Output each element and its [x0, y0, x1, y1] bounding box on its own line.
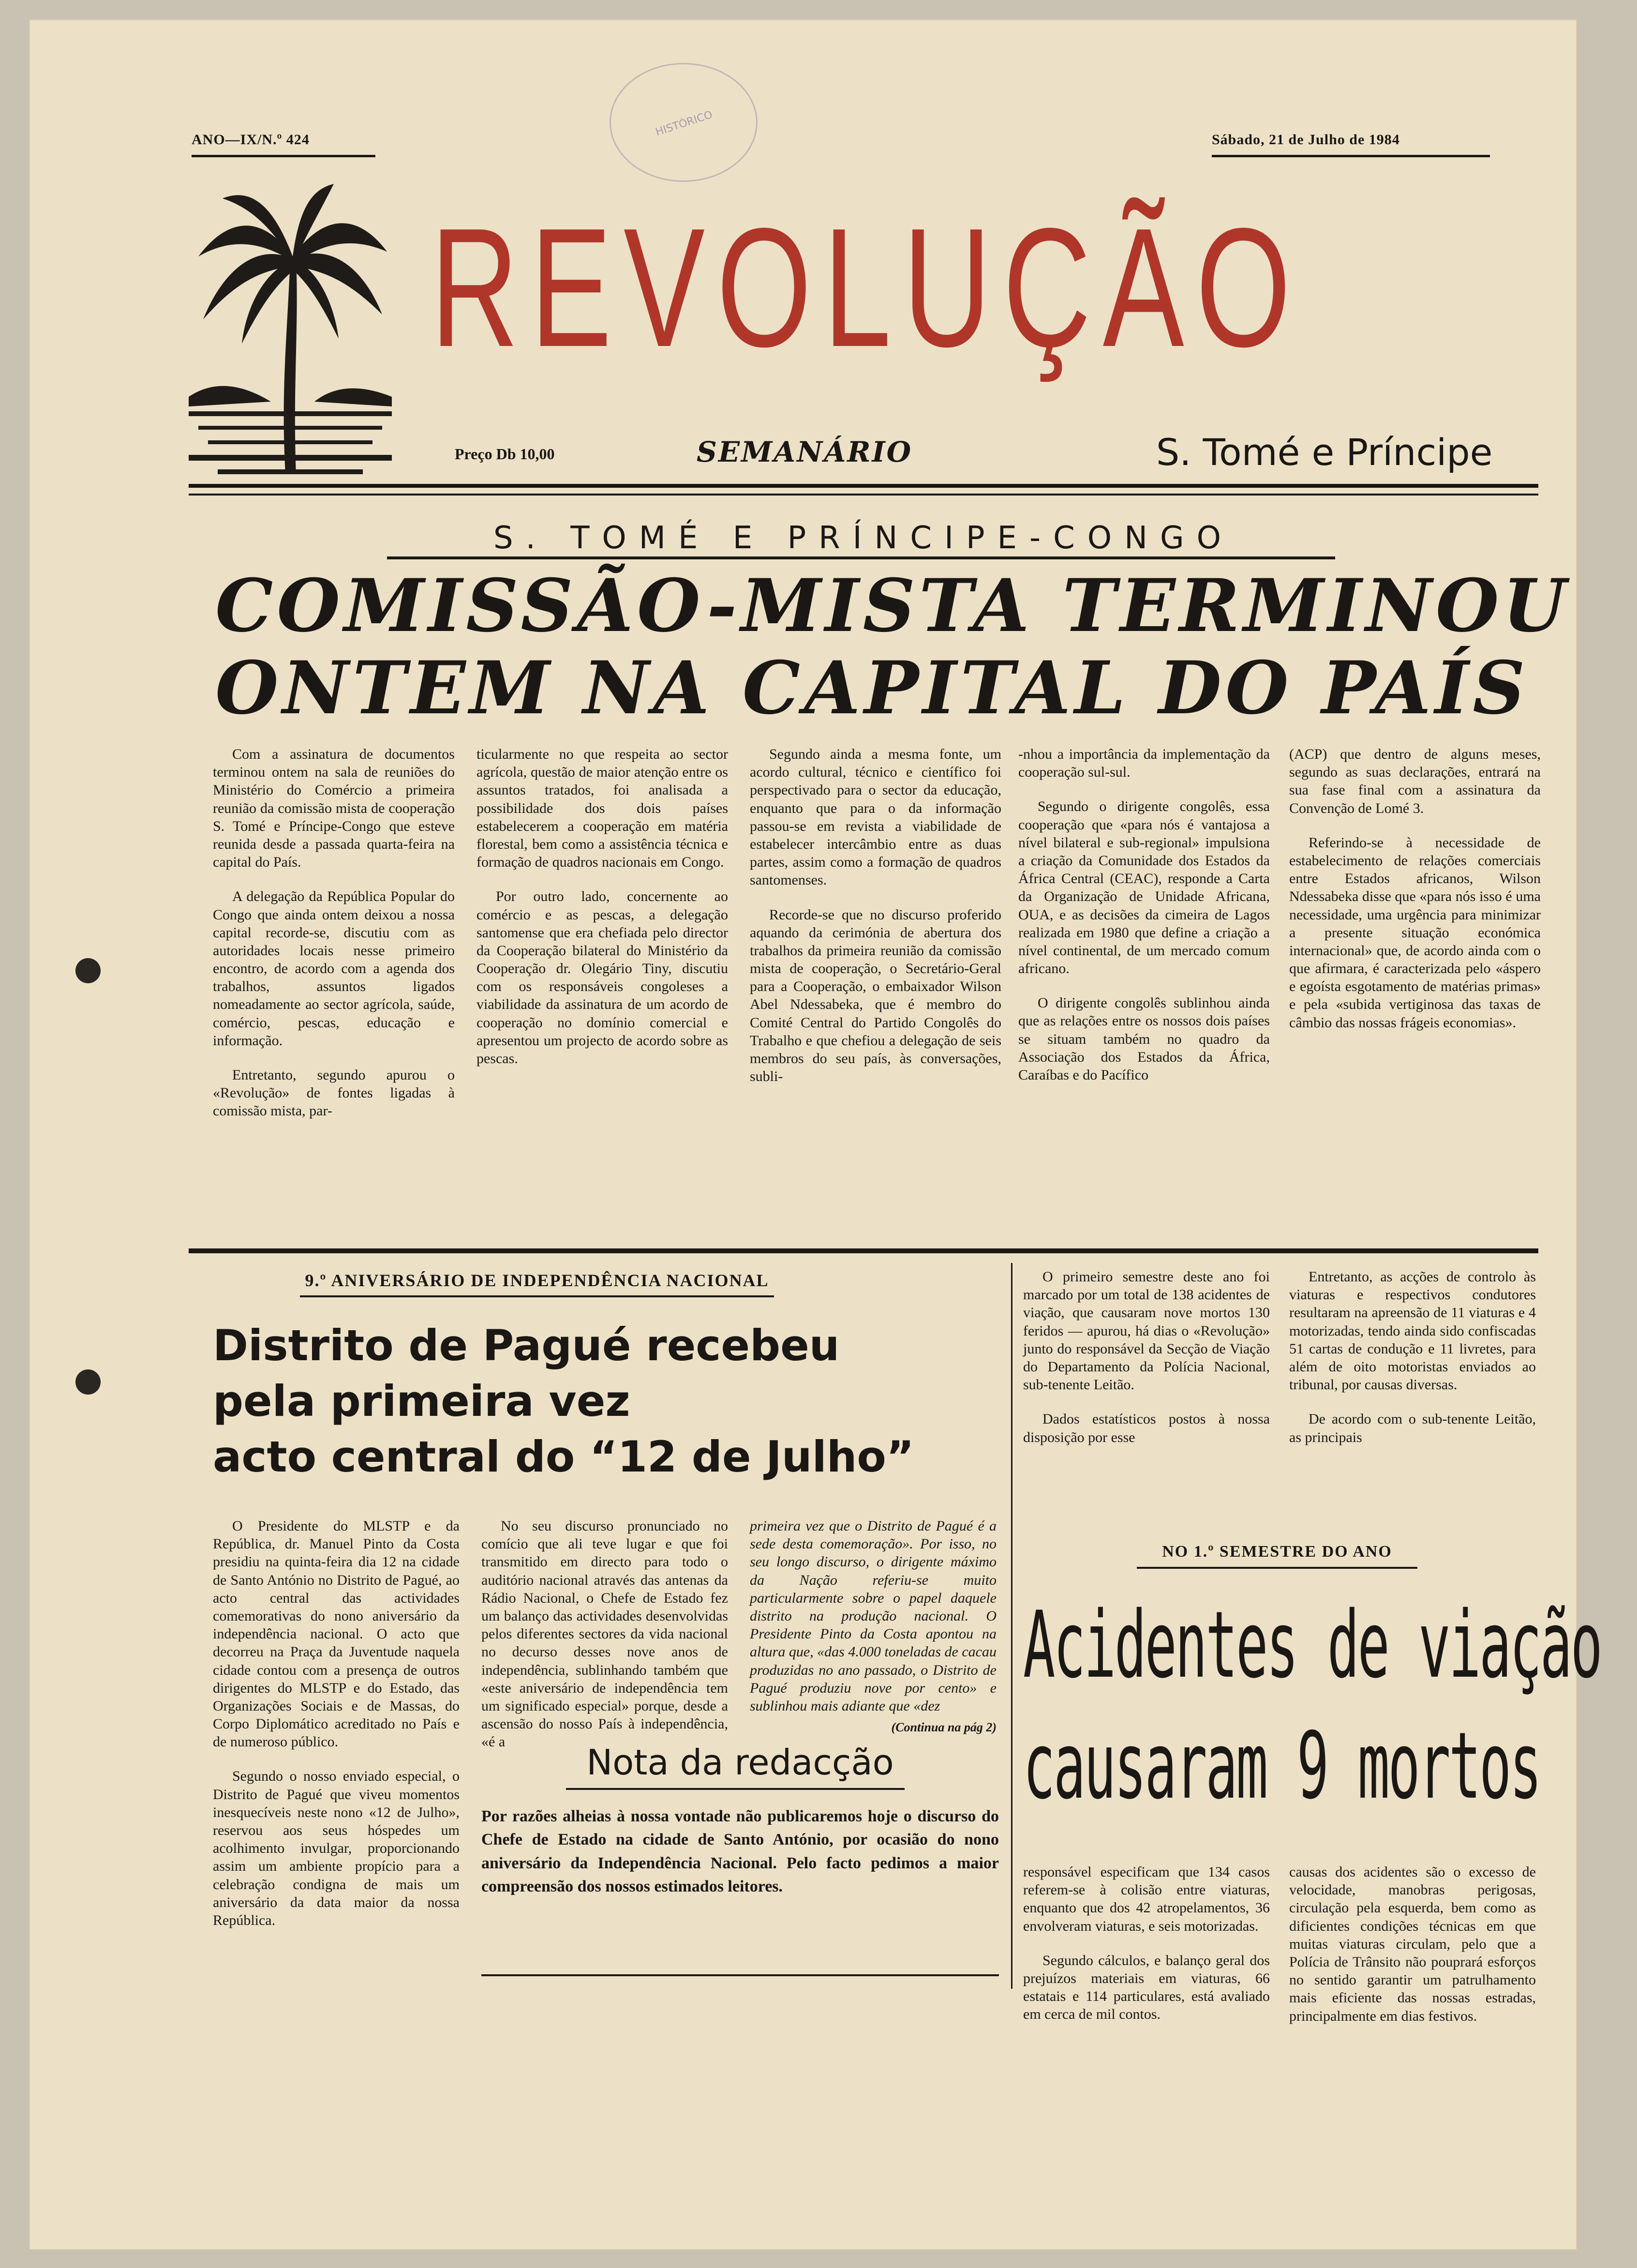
paragraph: De acordo com o sub-tenente Leitão, as principais [1289, 1411, 1536, 1445]
accidents-bottom-column-1 [1023, 1863, 1270, 2040]
paragraph: Referindo-se à necessidade de estabelecimento de relações comerciais entre Estados africanos, Wilson Ndessabeka disse que «para nós isso é uma necessidade, uma urgência para minimizar a presente situação económica internacional» que, de acordo ainda com o que afirmara, é caracterizada pelo «áspero e egoísta esgotamento de matérias primas» e pela «subida vertiginosa das taxas de câmbio das nossas frágeis economias». [1289, 834, 1541, 1031]
accidents-kicker: NO 1.º SEMESTRE DO ANO [1162, 1543, 1392, 1561]
editor-note-underline [566, 1788, 905, 1790]
kicker-underline [387, 556, 1335, 559]
lead-headline-line1: COMISSÃO-MISTA TERMINOU [215, 563, 1570, 648]
paragraph: A delegação da República Popular do Congo que ainda ontem deixou a nossa capital recorde-se, discutiu com as autoridades locais nesse primeiro encontro, de acordo com a agenda dos trabalhos, assuntos ligados nomeadamente ao sector agrícola, saúde, comércio, pescas, educação e informação. [213, 888, 455, 1049]
pague-kicker-underline [300, 1295, 774, 1297]
punch-hole [75, 1369, 101, 1395]
editor-note-body: Por razões alheias à nossa vontade não publicaremos hoje o discurso do Chefe de Estado na cidade de Santo António, por ocasião do nono aniversário da Independência Nacional. Pelo facto pedimos a maior compreensão dos nossos estimados leitores. [481, 1807, 999, 1895]
palm-tree-logo [189, 184, 392, 484]
paragraph: Segundo ainda a mesma fonte, um acordo cultural, técnico e científico foi perspectivado para o sector da educação, enquanto que para o da informação passou-se em revista a viabilidade de estabelecer intercâmbio entre as duas partes, assim como a formação de quadros santomenses. [750, 746, 1001, 888]
pague-headline-line1: Distrito de Pagué recebeu [213, 1321, 840, 1370]
stamp-text: HISTÓRICO [654, 108, 714, 139]
paragraph: Entretanto, segundo apurou o «Revolução» de fontes ligadas à comissão mista, par- [213, 1067, 455, 1119]
archive-stamp [610, 63, 758, 182]
newspaper-page [29, 19, 1601, 2250]
pague-kicker: 9.º ANIVERSÁRIO DE INDEPENDÊNCIA NACIONAL [305, 1271, 769, 1290]
newspaper-title: REVOLUÇÃO [431, 193, 1303, 382]
pague-column-1 [213, 1517, 460, 1946]
paragraph: ticularmente no que respeita ao sector agrícola, questão de maior atenção entre os assuntos tratados, foi analisada a possibilidade dos dois países estabelecerem a cooperação em matéria florestal, bem como a assistência técnica e formação de quadros nacionais em Congo. [476, 746, 728, 871]
location-label: S. Tomé e Príncipe [1156, 431, 1493, 474]
price: Preço Db 10,00 [455, 445, 555, 463]
issue-date: Sábado, 21 de Julho de 1984 [1212, 132, 1400, 148]
paragraph: Segundo o nosso enviado especial, o Distrito de Pagué que viveu momentos inesquecíveis neste nono «12 de Julho», reservou aos seus hóspedes um acolhimento invulgar, proporcionando assim um ambiente propício para a celebração condigna de mais um aniversário da data maior da nossa República. [213, 1768, 460, 1928]
masthead-rule [189, 484, 1538, 488]
paragraph: primeira vez que o Distrito de Pagué é a sede desta comemoração». Por isso, no seu longo discurso, o dirigente máximo da Nação referiu-se muito particularmente sobre o papel daquele distrito na produção nacional. O Presidente Pinto da Costa apontou na altura que, «das 4.000 toneladas de cacau produzidas no ano passado, o Distrito de Pagué produziu nove por cento» e sublinhou mais adiante que «dez [750, 1518, 997, 1714]
accidents-headline-line1: Acidentes de viação [1023, 1592, 1601, 1698]
lead-headline-line2: ONTEM NA CAPITAL DO PAÍS [215, 646, 1529, 731]
editor-note-title: Nota da redacção [586, 1742, 894, 1783]
punch-hole [75, 958, 101, 983]
section-divider [189, 1248, 1538, 1253]
masthead-rule-right [1212, 155, 1490, 157]
pague-column-3 [750, 1517, 997, 1735]
masthead-rule-thin [189, 494, 1538, 496]
paragraph: O primeiro semestre deste ano foi marcado por um total de 138 acidentes de viação, que causaram nove mortos 130 feridos — apurou, há dias o «Revolução» junto do responsável da Secção de Viação do Departamento da Polícia Nacional, sub-tenente Leitão. [1023, 1269, 1270, 1393]
paragraph: O dirigente congolês sublinhou ainda que as relações entre os nossos dois países se situam também no quadro da Associação dos Estados da África, Caraíbas e do Pacífico [1018, 995, 1270, 1083]
lead-column-5 [1289, 745, 1541, 1048]
paragraph: responsável especificam que 134 casos referem-se à colisão entre viaturas, enquanto que dos 42 atropelamentos, 36 envolveram viaturas, e seis motorizadas. [1023, 1864, 1270, 1934]
column-divider [1011, 1263, 1012, 1989]
accidents-kicker-underline [1137, 1567, 1417, 1569]
paragraph: Segundo cálculos, e balanço geral dos prejuízos materiais em viaturas, 66 estatais e 114 particulares, está avaliado em cerca de mil contos. [1023, 1952, 1270, 2023]
accidents-top-column-2 [1289, 1268, 1536, 1463]
accidents-top-column-1 [1023, 1268, 1270, 1463]
pague-column-2 [481, 1517, 728, 1767]
paragraph: No seu discurso pronunciado no comício que ali teve lugar e que foi transmitido em directo para todo o auditório nacional através das antenas da Rádio Nacional, o Chefe de Estado fez um balanço das actividades desenvolvidas pelos diferentes sectores da vida nacional no decurso desses nove anos de independência, sublinhando também que «este aniversário de independência tem um significado especial» porque, desde a ascensão do nosso País à independência, «é a [481, 1518, 728, 1750]
paragraph: Com a assinatura de documentos terminou ontem na sala de reuniões do Ministério do Comércio a primeira reunião da comissão mista de cooperação S. Tomé e Príncipe-Congo que esteve reunida desde a passada quarta-feira na capital do País. [213, 746, 455, 871]
editor-note-rule [481, 1974, 999, 1976]
lead-kicker: S. TOMÉ E PRÍNCIPE-CONGO [493, 520, 1234, 556]
paragraph: Dados estatísticos postos à nossa disposição por esse [1023, 1411, 1270, 1445]
paragraph: (ACP) que dentro de alguns meses, segundo as suas declarações, entrará na sua fase final com a assinatura da Convenção de Lomé 3. [1289, 746, 1541, 816]
continue-note: (Continua na pág 2) [891, 1720, 997, 1735]
paragraph: Recorde-se que no discurso proferido aquando da cerimónia de abertura dos trabalhos da primeira reunião da comissão mista de cooperação, o Secretário-Geral para a Cooperação, o embaixador Wilson Abel Ndessabeka, que é membro do Comité Central do Partido Congolês do Trabalho e que chefiou a delegação de seis membros do seu país, às conversações, subli- [750, 906, 1001, 1085]
pague-headline-line2: pela primeira vez [213, 1376, 630, 1426]
paragraph: -nhou a importância da implementação da cooperação sul-sul. [1018, 746, 1270, 781]
masthead-rule-left [192, 155, 375, 157]
lead-column-2 [476, 745, 728, 1084]
paragraph: Entretanto, as acções de controlo às viaturas e respectivos condutores resultaram na apreensão de 11 viaturas e 4 motorizadas, tendo ainda sido confiscadas 51 cartas de condução e 11 livretes, para além de oito motoristas enviados ao tribunal, por causas diversas. [1289, 1269, 1536, 1393]
paragraph: Por outro lado, concernente ao comércio e as pescas, a delegação santomense que era chefiada pelo director da Cooperação bilateral do Ministério da Cooperação dr. Olegário Tiny, discutiu com os responsáveis congoleses a viabilidade da assinatura de um acordo de cooperação no domínio comercial e apresentou um projecto de acordo sobre as pescas. [476, 888, 728, 1066]
paragraph: O Presidente do MLSTP e da República, dr. Manuel Pinto da Costa presidiu na quinta-feira dia 12 na cidade de Santo António no Distrito de Pagué, ao acto central das actividades comemorativas do nono aniversário da independência nacional. O acto que decorreu na Praça da Juventude naquela cidade contou com a presença de outros dirigentes do MLSTP e do Estado, das Organizações Sociais e de Massas, do Corpo Diplomático acreditado no País e de numeroso público. [213, 1518, 460, 1750]
lead-column-3 [750, 745, 1001, 1102]
accidents-bottom-column-2 [1289, 1863, 1536, 2042]
paragraph: causas dos acidentes são o excesso de velocidade, manobras perigosas, circulação pela esquerda, bem como as dificientes condições técnicas em que muitas viaturas circulam, pelo que a Polícia de Trânsito não pouprará esforços no sentido garantir um patrulhamento mais eficiente das nossas estradas, principalmente em dias festivos. [1289, 1864, 1536, 2024]
pague-headline-line3: acto central do “12 de Julho” [213, 1432, 914, 1482]
issue-number: ANO—IX/N.º 424 [192, 132, 310, 148]
accidents-headline-line2: causaram 9 mortos [1023, 1712, 1540, 1819]
paragraph: Segundo o dirigente congolês, essa cooperação que «para nós é vantajosa a nível bilateral e sub-regional» impulsiona a criação da Comunidade dos Estados da África Central (CEAC), responde a Carta da Organização de Unidade Africana, OUA, e as decisões da cimeira de Lagos realizada em 1980 que define a criação a nível continental, de um mercado comum africano. [1018, 798, 1270, 977]
lead-column-1 [213, 745, 455, 1137]
lead-column-4 [1018, 745, 1270, 1100]
frequency-label: SEMANÁRIO [697, 436, 913, 468]
